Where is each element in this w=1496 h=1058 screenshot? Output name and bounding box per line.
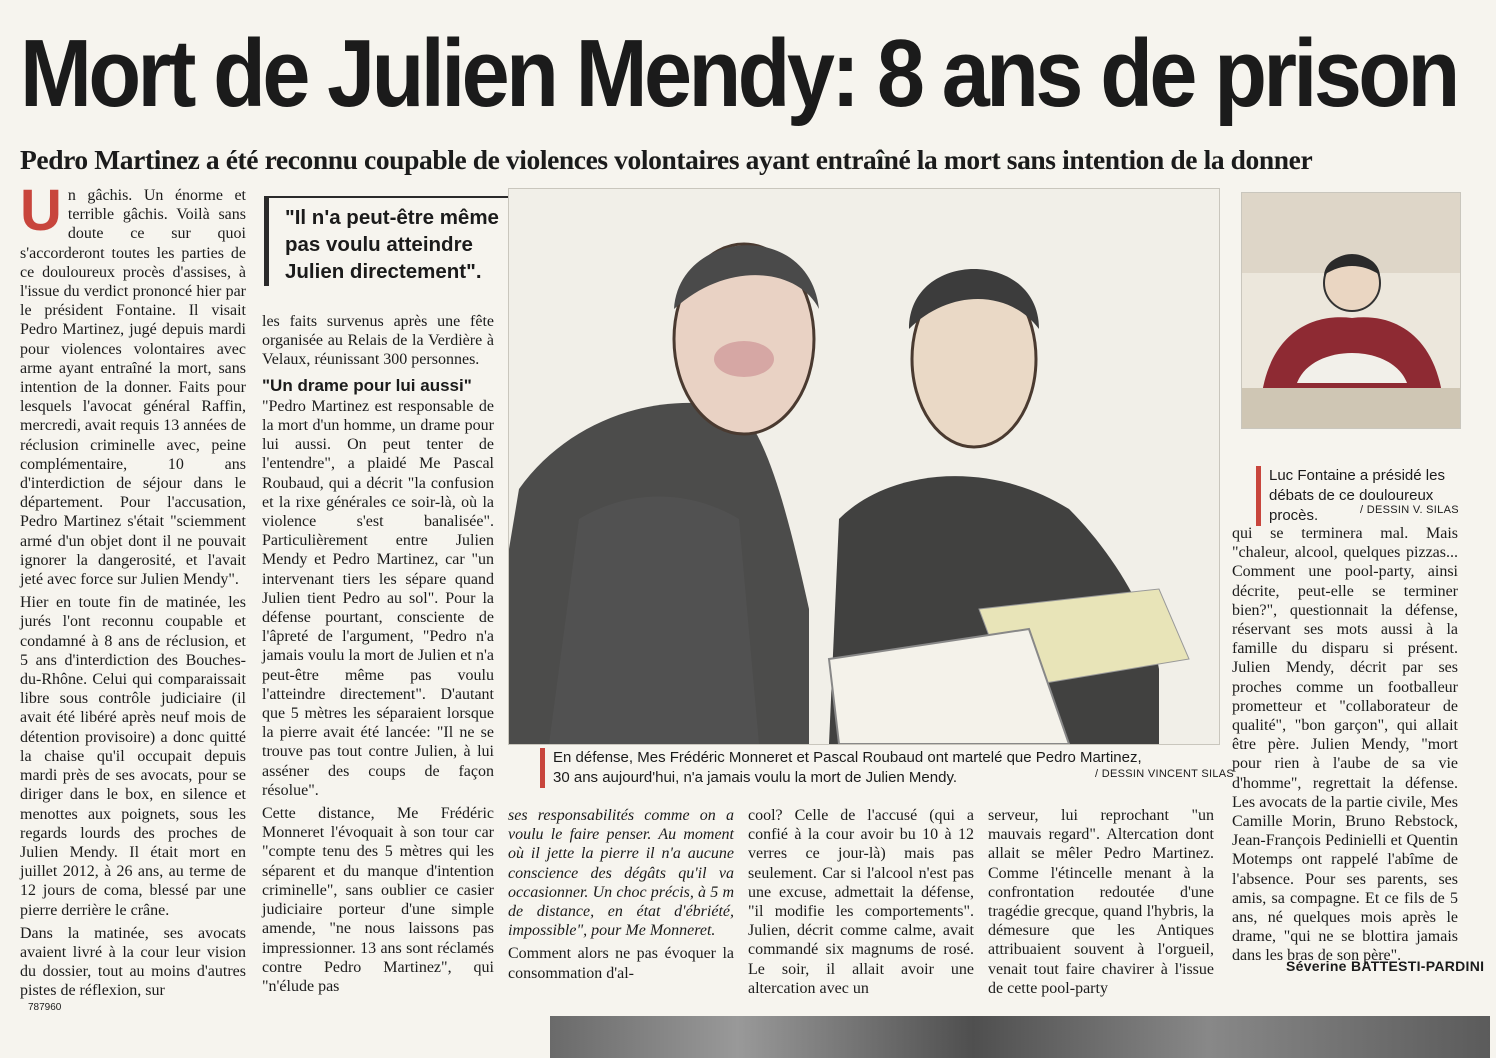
portrait-credit: / DESSIN V. SILAS [1360, 504, 1459, 516]
courtroom-sketch [508, 188, 1220, 745]
paragraph: "Pedro Martinez est responsable de la mort d'un homme, un drame pour lui aussi. On peut tenter de l'entendre", a plaidé Me Pascal Roubaud, qui a décrit "la confusion et la rixe générales ce soir-là, où la violence s'est banalisée". Particulièrement entre Julien Mendy et Pedro Martinez, car "un intervenant tiers les sépare quand Julien tient Pedro au sol". Pour la défense pourtant, consciente de l'âpreté de l'argument, "Pedro n'a jamais voulu la mort de Julien et n'a peut-être même pas voulu l'atteindre directement". D'autant que 5 mètres les séparaient lorsque la pierre avait été lancée: "Il ne se trouve pas tout contre Julien, à lui asséner des coups de façon résolue". [262, 397, 494, 799]
paragraph: ses responsabilités comme on a voulu le faire penser. Au moment où il jette la pierre il n'a aucune conscience des dégâts qu'il va occasionner. Un choc précis, à 5 m de distance, en état d'ébriété, impossible", pour Me Monneret. [508, 807, 734, 940]
section-subheading: "Un drame pour lui aussi" [262, 375, 472, 395]
paragraph: serveur, lui reprochant "un mauvais regard". Altercation dont allait se mêler Pedro Martinez. Comme l'étincelle menant à la confrontation redoutée d'une tragédie grecque, quand l'hybris, la démesure que les Antiques attribuaient souvent à l'orgueil, venait tout faire chavirer à l'issue de cette pool-party [988, 807, 1214, 997]
paragraph: Dans la matinée, ses avocats avaient livré à la cour leur vision du dossier, tout au moins d'autres pistes de réflexion, sur [20, 924, 246, 1000]
paragraph: Cette distance, Me Frédéric Monneret l'évoquait à son tour car "compte tenu des 5 mètres qui les séparent et du manque d'intention criminelle", sans oublier ce casier judiciaire porteur d'une simple amende, "ne nous laissons pas impressionner. 13 ans sont réclamés contre Pedro Martinez", qui "n'élude pas [262, 805, 494, 995]
page-code: 787960 [28, 1002, 62, 1013]
article-column-3 [508, 806, 734, 987]
article-column-6 [1232, 524, 1458, 970]
sketch-caption: En défense, Mes Frédéric Monneret et Pascal Roubaud ont martelé que Pedro Martinez, 30 ans aujourd'hui, n'a jamais voulu la mort de Julien Mendy. [540, 748, 1153, 788]
portrait-caption: Luc Fontaine a présidé les débats de ce douloureux procès. [1256, 466, 1461, 526]
article-column-2 [262, 312, 494, 1000]
article-column-4 [748, 806, 974, 1002]
paragraph: les faits survenus après une fête organisée au Relais de la Verdière à Velaux, réunissant 300 personnes. [262, 313, 494, 369]
portrait-illustration [1242, 193, 1460, 428]
byline: Séverine BATTESTI-PARDINI [1286, 958, 1485, 974]
headline: Mort de Julien Mendy: 8 ans de prison [20, 20, 1457, 127]
paragraph: qui se terminera mal. Mais "chaleur, alcool, quelques pizzas... Comment une pool-party, ainsi décrite, peut-elle se terminer bien?", questionnait la défense, réservant ses mots aussi à la famille du disparu si présent. Julien Mendy, décrit par ses proches comme un footballeur prometteur et "collaborateur de qualité", "bon garçon", qui allait être père. Julien Mendy, "mort pour rien à l'aube de sa vie d'homme", regrettait la défense. Les avocats de la partie civile, Mes Camille Morin, Bruno Rebstock, Jean-François Pedinielli et Quentin Motemps ont rappelé l'abîme de l'absence. Pour ses parents, ses amis, sa compagne. Et ce fils de 5 ans, né quelques mois après le drame, "qui ne se blottira jamais dans les bras de son père". [1232, 525, 1458, 965]
article-column-1 [20, 178, 246, 1005]
paragraph: Hier en toute fin de matinée, les jurés l'ont reconnu coupable et condamné à 8 ans de réclusion, et 5 ans d'interdiction des Bouches-du-Rhône. Celui qui comparaissait libre sous contrôle judiciaire (il avait été libéré après neuf mois de détention provisoire) a donc quitté la chaise qu'il occupait depuis mardi près de ses avocats, pour se diriger dans le box, en silence et menottes aux poignets, sous les regards lourds des proches de Julien Mendy. Il était mort en juillet 2012, à 26 ans, au terme de 12 jours de coma, blessé par une pierre derrière le crâne. [20, 594, 246, 919]
scan-edge [550, 1016, 1490, 1058]
sketch-credit: / DESSIN VINCENT SILAS [1095, 768, 1235, 780]
paragraph: Comment alors ne pas évoquer la consommation d'al- [508, 945, 734, 982]
judge-portrait [1241, 192, 1461, 429]
article-column-5 [988, 806, 1214, 1002]
subheadline: Pedro Martinez a été reconnu coupable de violences volontaires ayant entraîné la mort sans intention de la donner [20, 144, 1313, 175]
pull-quote: "Il n'a peut-être même pas voulu atteindre Julien directement". [264, 196, 515, 286]
sketch-illustration [509, 189, 1219, 744]
paragraph: cool? Celle de l'accusé (qui a confié à la cour avoir bu 10 à 12 verres ce jour-là) mais pas seulement. Car si l'alcool n'est pas une excuse, admettait la défense, "il modifie les comportements". Julien, décrit comme calme, avait commandé six magnums de rosé. Le soir, il allait avoir une altercation avec un [748, 807, 974, 997]
paragraph: n gâchis. Un énorme et terrible gâchis. Voilà sans doute ce sur quoi s'accorderont toutes les parties de ce douloureux procès d'assises, à l'issue du verdict prononcé hier par le président Fontaine. Il visait Pedro Martinez, jugé depuis mardi pour violences volontaires avec arme ayant entraîné la mort, sans intention de la donner. Faits pour lesquels l'avocat général Raffin, mercredi, avait requis 13 années de réclusion criminelle avec, peine complémentaire, 10 ans d'interdiction de séjour dans le département. Pour l'accusation, Pedro Martinez s'était "sciemment armé d'un objet dont il ne pouvait ignorer la dangerosité, et l'avait jeté avec force sur Julien Mendy". [20, 187, 246, 589]
drop-cap: U [20, 178, 62, 243]
